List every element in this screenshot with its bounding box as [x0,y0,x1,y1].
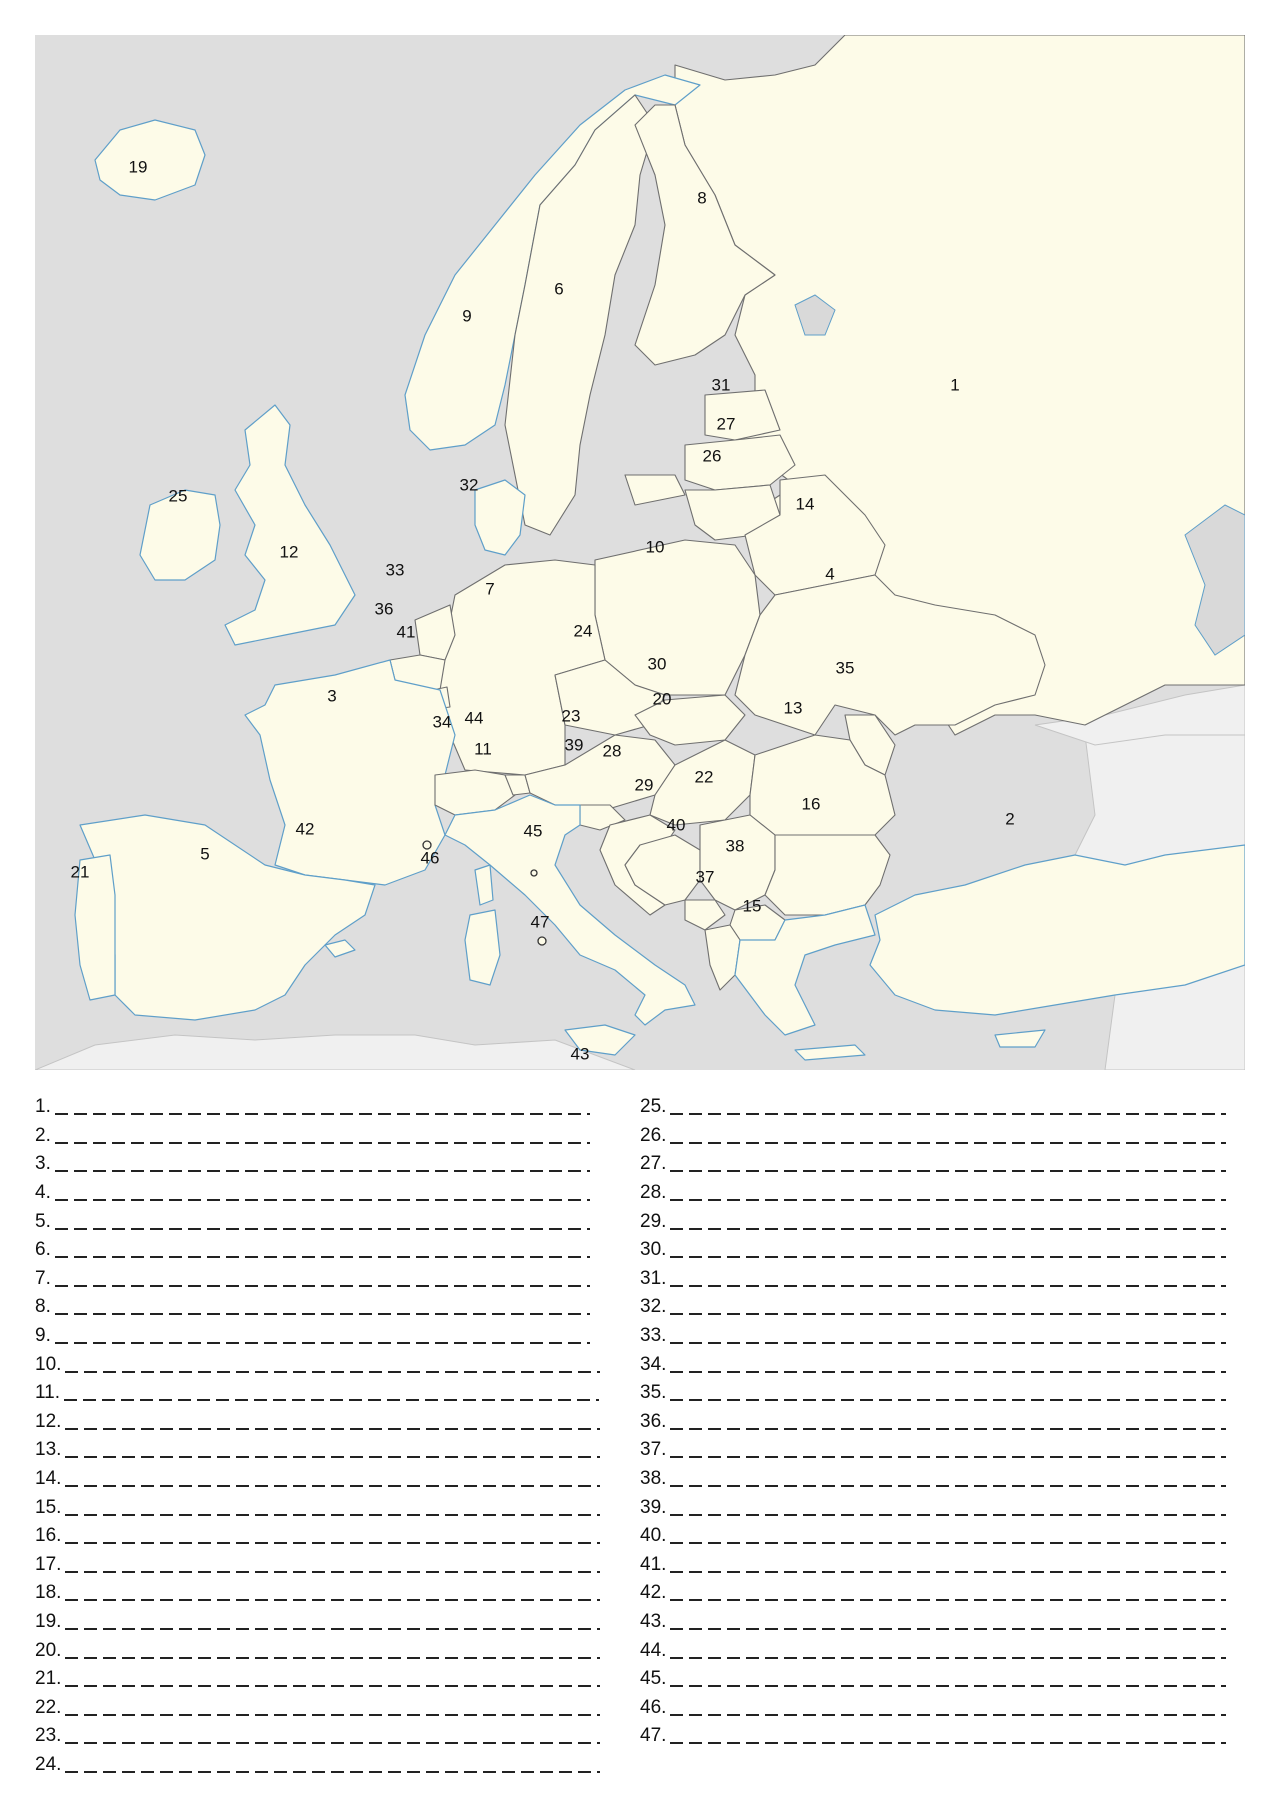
answer-number: 18. [35,1582,62,1604]
map-number-8: 8 [697,188,707,208]
answer-blank-line[interactable] [670,1328,1226,1344]
answer-blank-line[interactable] [55,1271,590,1287]
answer-blank-line[interactable] [670,1414,1226,1430]
answer-row [35,1465,600,1494]
answer-blank-line[interactable] [65,1471,600,1487]
answer-blank-line[interactable] [670,1500,1226,1516]
map-number-43: 43 [570,1044,590,1064]
answer-column-left [35,1093,600,1779]
answer-blank-line[interactable] [670,1185,1226,1201]
answer-row [640,1322,1226,1351]
answer-number: 6. [35,1239,51,1261]
answer-blank-line[interactable] [670,1528,1226,1544]
map-number-35: 35 [835,658,855,678]
map-number-15: 15 [742,896,762,916]
map-number-46: 46 [420,848,440,868]
answer-number: 39. [640,1496,667,1518]
answer-number: 17. [35,1553,62,1575]
answer-number: 47. [640,1725,667,1747]
answer-row [35,1751,600,1780]
answer-row [640,1093,1226,1122]
answer-row [640,1207,1226,1236]
answer-number: 16. [35,1525,62,1547]
map-number-30: 30 [647,654,667,674]
answer-blank-line[interactable] [670,1357,1226,1373]
answer-blank-line[interactable] [65,1557,600,1573]
answer-blank-line[interactable] [65,1643,600,1659]
map-number-13: 13 [783,698,803,718]
answer-number: 37. [640,1439,667,1461]
map-number-14: 14 [795,494,815,514]
map-number-21: 21 [70,862,90,882]
map-number-47: 47 [530,912,550,932]
answer-blank-line[interactable] [65,1728,600,1744]
answer-blank-line[interactable] [670,1671,1226,1687]
answer-blank-line[interactable] [670,1614,1226,1630]
answer-row [35,1150,600,1179]
answer-blank-line[interactable] [65,1357,600,1373]
answer-row [35,1551,600,1580]
answer-row [35,1436,600,1465]
answer-blank-line[interactable] [670,1700,1226,1716]
answer-blank-line[interactable] [55,1185,590,1201]
map-number-20: 20 [652,689,672,709]
answer-blank-line[interactable] [670,1214,1226,1230]
answer-blank-line[interactable] [670,1557,1226,1573]
answer-row [640,1408,1226,1437]
answer-number: 10. [35,1353,62,1375]
map-number-22: 22 [694,767,714,787]
map-number-34: 34 [432,712,452,732]
answer-number: 14. [35,1468,62,1490]
answer-blank-line[interactable] [55,1128,590,1144]
answer-blank-line[interactable] [65,1671,600,1687]
answer-blank-line[interactable] [65,1700,600,1716]
answer-number: 15. [35,1496,62,1518]
answer-number: 8. [35,1296,51,1318]
answer-number: 26. [640,1124,667,1146]
answer-number: 7. [35,1267,51,1289]
answer-column-right [640,1093,1226,1751]
answer-row [640,1722,1226,1751]
answer-number: 11. [35,1382,61,1404]
answer-blank-line[interactable] [65,1442,600,1458]
answer-number: 44. [640,1639,667,1661]
answer-row [35,1408,600,1437]
answer-number: 3. [35,1153,51,1175]
answer-number: 23. [35,1725,62,1747]
answer-row [640,1236,1226,1265]
answer-row [35,1579,600,1608]
answer-number: 45. [640,1668,667,1690]
answer-number: 30. [640,1239,667,1261]
answer-blank-line[interactable] [670,1385,1226,1401]
answer-number: 32. [640,1296,667,1318]
answer-number: 4. [35,1182,51,1204]
answer-number: 43. [640,1610,667,1632]
country-22 [700,815,775,910]
answer-number: 28. [640,1182,667,1204]
answer-blank-line[interactable] [670,1299,1226,1315]
answer-number: 41. [640,1553,667,1575]
map-number-19: 19 [128,157,148,177]
answer-number: 2. [35,1124,51,1146]
answer-blank-line[interactable] [55,1214,590,1230]
answer-row [640,1636,1226,1665]
answer-row [640,1122,1226,1151]
answer-number: 19. [35,1610,62,1632]
map-number-42: 42 [295,819,315,839]
map-number-2: 2 [1005,809,1015,829]
map-number-31: 31 [711,375,731,395]
answer-blank-line[interactable] [55,1299,590,1315]
map-number-1: 1 [950,375,960,395]
map-number-11: 11 [474,739,492,759]
answer-row [640,1379,1226,1408]
map-number-10: 10 [645,537,665,557]
answer-blank-line[interactable] [670,1128,1226,1144]
answer-blank-line[interactable] [65,1614,600,1630]
answer-row [35,1207,600,1236]
map-number-37: 37 [695,867,715,887]
map-canvas [35,35,1245,1070]
answer-blank-line[interactable] [670,1728,1226,1744]
map-number-32: 32 [459,475,479,495]
map-number-24: 24 [573,621,593,641]
answer-number: 36. [640,1410,667,1432]
answer-row [640,1293,1226,1322]
map-number-26: 26 [702,446,722,466]
answer-row [640,1150,1226,1179]
city-45-marker [531,870,537,876]
map-number-38: 38 [725,836,745,856]
answer-blank-line[interactable] [65,1757,600,1773]
answer-blank-line[interactable] [65,1414,600,1430]
answer-row [640,1608,1226,1637]
answer-row [35,1350,600,1379]
answer-row [640,1436,1226,1465]
map-number-23: 23 [561,706,581,726]
answer-blank-line[interactable] [670,1585,1226,1601]
answer-blank-line[interactable] [55,1099,590,1115]
answer-blank-line[interactable] [670,1643,1226,1659]
answer-row [35,1722,600,1751]
answer-blank-line[interactable] [55,1156,590,1172]
map-number-12: 12 [279,542,299,562]
answer-blank-line[interactable] [670,1471,1226,1487]
answer-row [35,1636,600,1665]
answer-number: 1. [35,1096,51,1118]
answer-number: 13. [35,1439,62,1461]
map-number-40: 40 [666,815,686,835]
answer-number: 9. [35,1325,51,1347]
map-number-5: 5 [200,844,210,864]
answer-row [35,1293,600,1322]
map-number-3: 3 [327,686,337,706]
answer-row [640,1350,1226,1379]
map-number-4: 4 [825,564,835,584]
map-number-41: 41 [396,622,416,642]
answer-blank-line[interactable] [670,1156,1226,1172]
answer-number: 20. [35,1639,62,1661]
answer-row [640,1522,1226,1551]
map-number-25: 25 [168,486,188,506]
answer-number: 33. [640,1325,667,1347]
answer-row [35,1179,600,1208]
answer-number: 29. [640,1210,667,1232]
map-number-28: 28 [602,741,622,761]
answer-blank-line[interactable] [65,1500,600,1516]
answer-row [35,1379,600,1408]
answer-row [640,1693,1226,1722]
map-number-29: 29 [634,775,654,795]
answer-blank-line[interactable] [55,1328,590,1344]
answer-number: 21. [35,1668,62,1690]
answer-number: 40. [640,1525,667,1547]
map-number-39: 39 [564,735,584,755]
map-number-27: 27 [716,414,736,434]
answer-row [35,1608,600,1637]
answer-number: 46. [640,1696,667,1718]
answer-row [35,1522,600,1551]
answer-row [640,1265,1226,1294]
answer-row [640,1179,1226,1208]
answer-blank-line[interactable] [65,1528,600,1544]
map-number-33: 33 [385,560,405,580]
answer-number: 27. [640,1153,667,1175]
city-47-marker [538,937,546,945]
answer-row [640,1551,1226,1580]
answer-blank-line[interactable] [670,1442,1226,1458]
europe-map [35,35,1245,1070]
answer-row [35,1093,600,1122]
map-number-9: 9 [462,306,472,326]
answer-row [35,1693,600,1722]
answer-blank-line[interactable] [670,1271,1226,1287]
map-number-7: 7 [485,579,495,599]
answer-row [640,1665,1226,1694]
answer-row [35,1236,600,1265]
answer-row [640,1493,1226,1522]
answer-blank-line[interactable] [670,1242,1226,1258]
answer-row [35,1493,600,1522]
answer-number: 25. [640,1096,667,1118]
answer-number: 42. [640,1582,667,1604]
answer-row [35,1122,600,1151]
answer-row [640,1465,1226,1494]
map-number-6: 6 [554,279,564,299]
map-number-45: 45 [523,821,543,841]
map-number-36: 36 [374,599,394,619]
answer-number: 38. [640,1468,667,1490]
answer-row [640,1579,1226,1608]
answer-number: 35. [640,1382,667,1404]
answer-row [35,1265,600,1294]
answer-blank-line[interactable] [65,1585,600,1601]
answer-number: 24. [35,1753,62,1775]
map-number-16: 16 [801,794,821,814]
answer-blank-line[interactable] [64,1385,599,1401]
answer-number: 5. [35,1210,51,1232]
answer-row [35,1665,600,1694]
answer-number: 12. [35,1410,62,1432]
map-number-44: 44 [464,708,484,728]
answer-row [35,1322,600,1351]
answer-number: 34. [640,1353,667,1375]
answer-blank-line[interactable] [670,1099,1226,1115]
answer-number: 22. [35,1696,62,1718]
answer-number: 31. [640,1267,667,1289]
answer-blank-line[interactable] [55,1242,590,1258]
